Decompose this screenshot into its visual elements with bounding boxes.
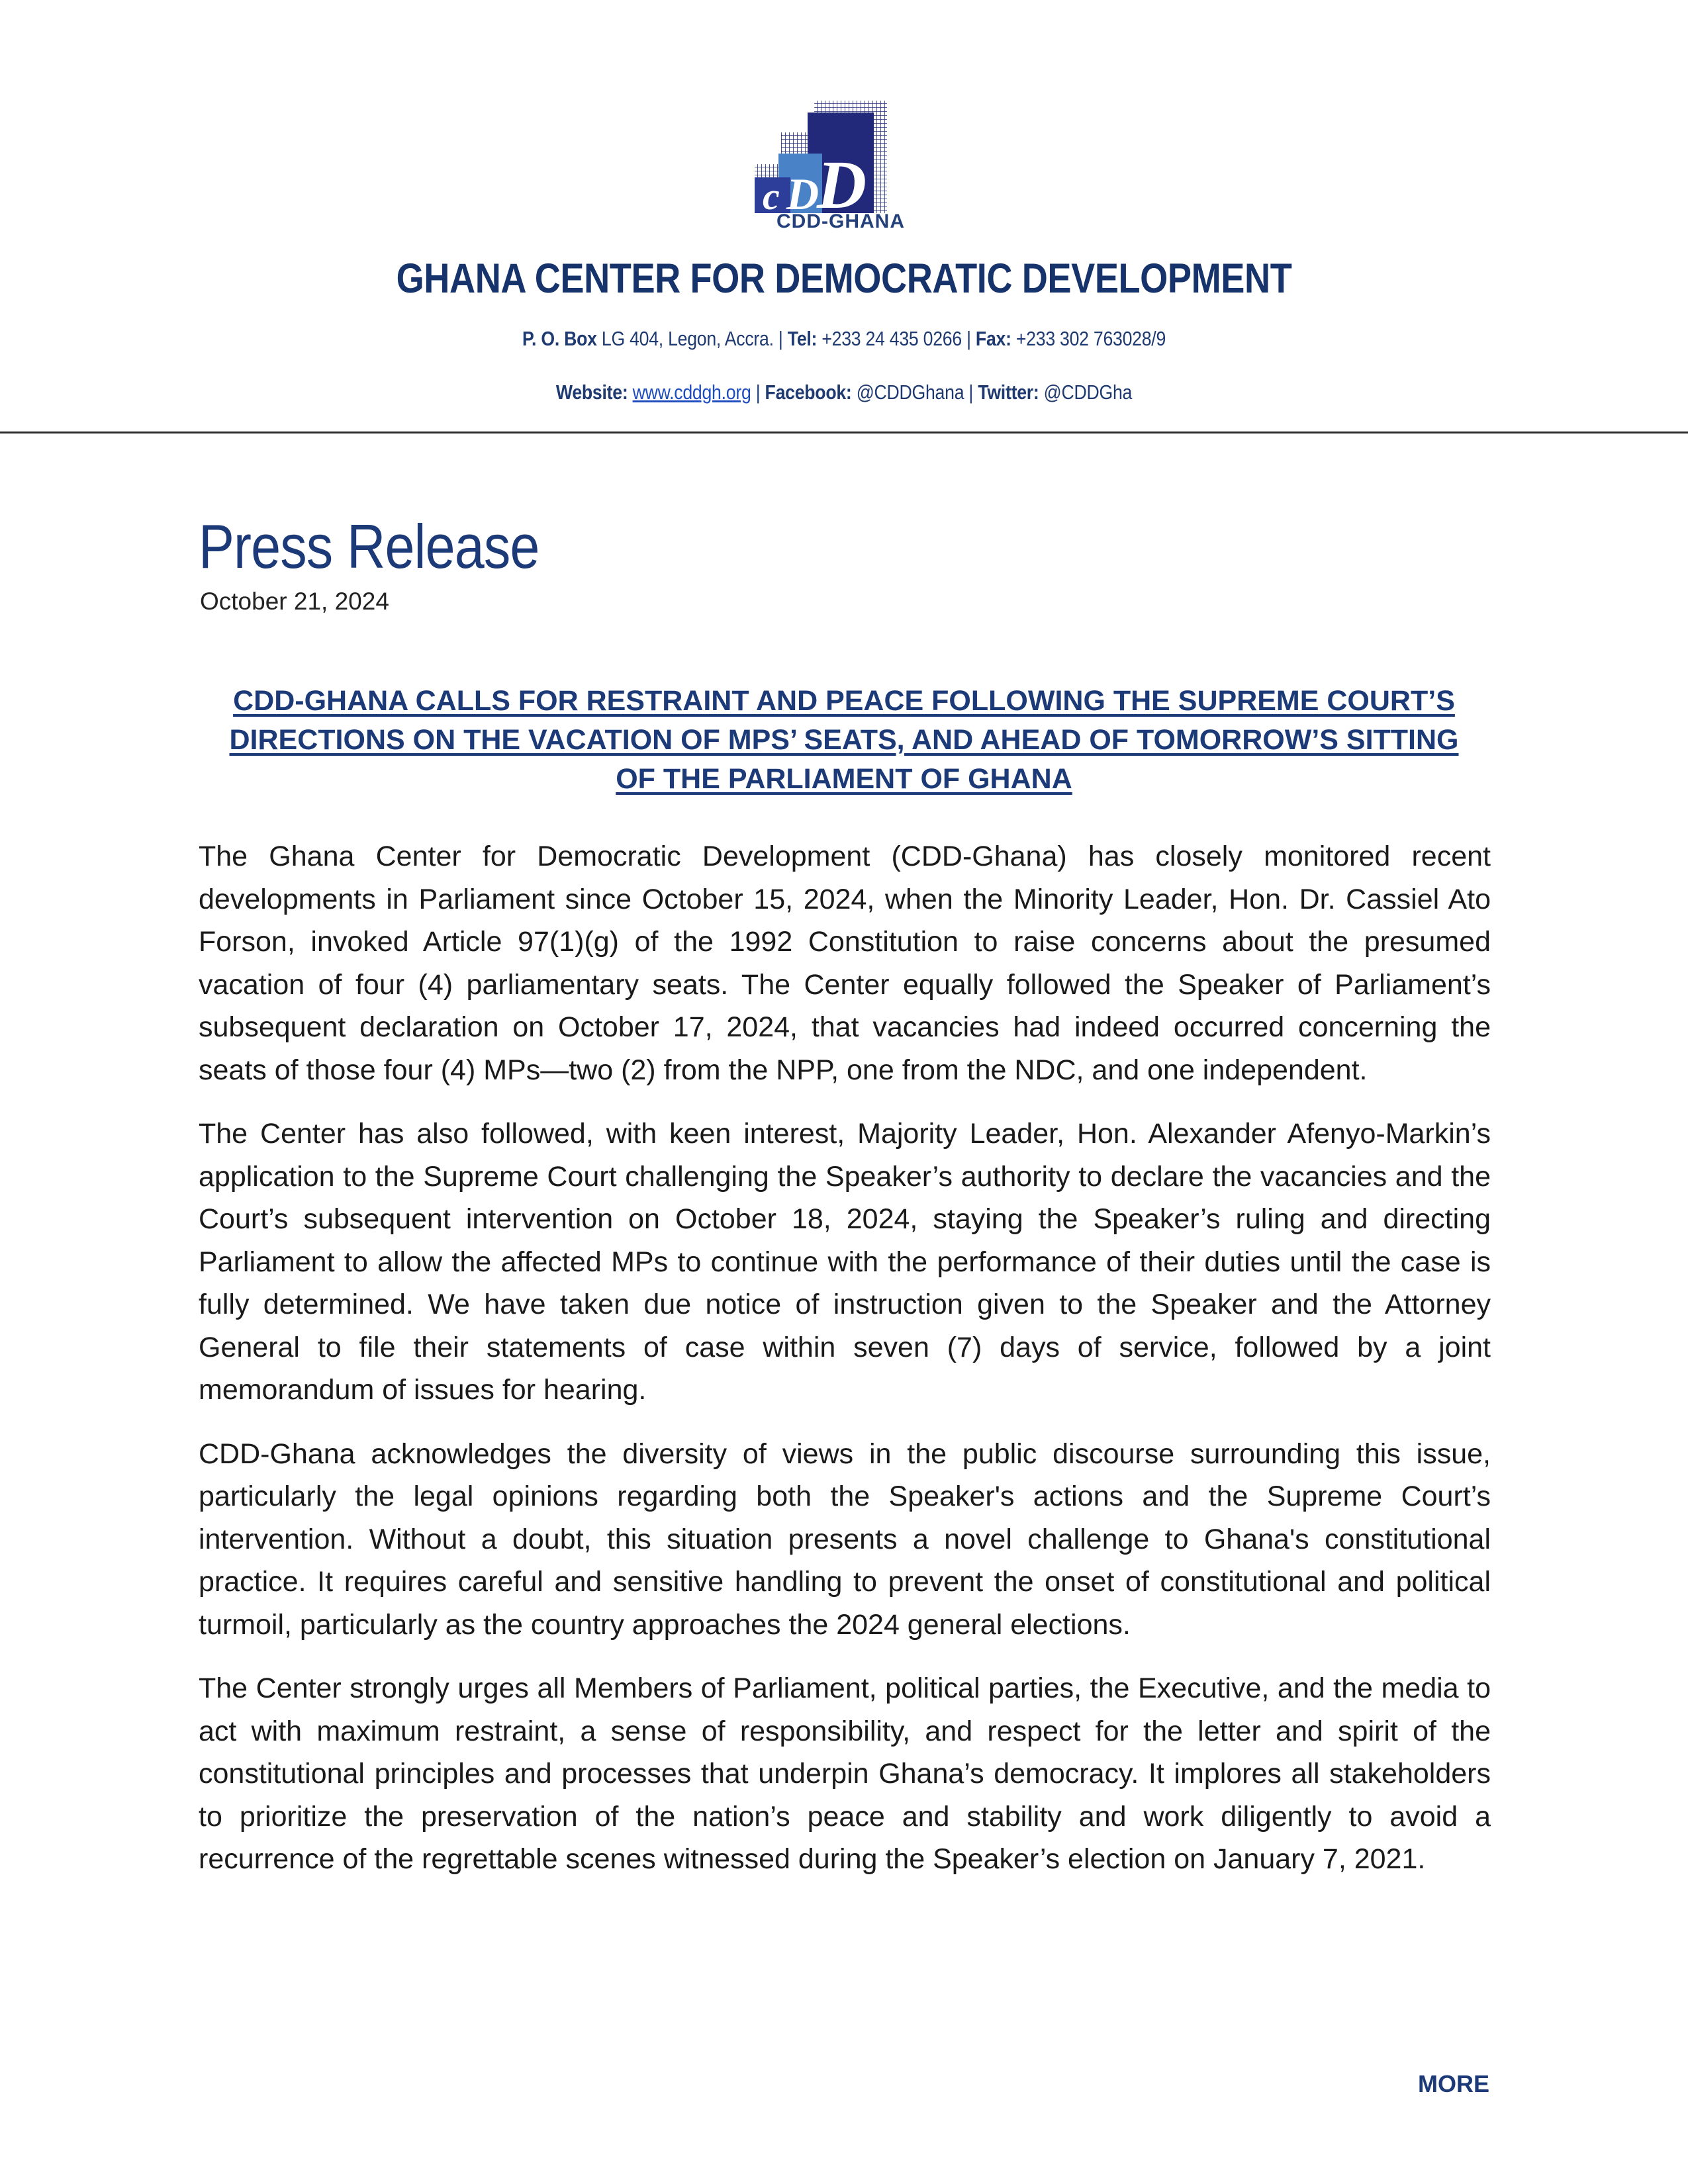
logo-letter-d1: D: [786, 169, 820, 218]
tel-label: Tel:: [787, 327, 818, 350]
tel-value: +233 24 435 0266: [821, 327, 962, 350]
separator: |: [966, 327, 971, 350]
twitter-label: Twitter:: [978, 381, 1039, 404]
separator: |: [778, 327, 783, 350]
body-paragraph: The Ghana Center for Democratic Development (CDD-Ghana) has closely monitored recent developments in Parliament since October 15, 2024, when the Minority Leader, Hon. Dr. Cassiel Ato Forson, invoked Article 97(1)(g) of the 1992 Constitution to raise concerns about the presumed vacation of four (4) parliamentary seats. The Center equally followed the Speaker of Parliament’s subsequent declaration on October 17, 2024, that vacancies had indeed occurred concerning the seats of those four (4) MPs—two (2) from the NPP, one from the NDC, and one independent.: [199, 841, 1491, 1086]
pobox-value: LG 404, Legon, Accra.: [601, 327, 774, 350]
release-body: [199, 835, 1491, 1902]
twitter-handle: @CDDGha: [1043, 381, 1133, 404]
logo-letter-c: c: [763, 175, 780, 218]
logo-letter-d2: D: [817, 147, 867, 218]
cdd-logo-graphic: [741, 99, 953, 218]
press-release-title: Press Release: [199, 512, 539, 581]
website-label: Website:: [555, 381, 628, 404]
separator: |: [755, 381, 761, 404]
body-paragraph: The Center strongly urges all Members of Parliament, political parties, the Executive, and the media to act with maximum restraint, a sense of responsibility, and respect for the letter and spirit of the constitutional principles and processes that underpin Ghana’s democracy. It implores all stakeholders to prioritize the preservation of the nation’s peace and stability and work diligently to avoid a recurrence of the regrettable scenes witnessed during the Speaker’s election on January 7, 2021.: [199, 1672, 1491, 1875]
headline-line: DIRECTIONS ON THE VACATION OF MPS’ SEATS, AND AHEAD OF TOMORROW’S SITTING: [229, 724, 1459, 756]
logo-caption: CDD-GHANA: [776, 210, 905, 232]
headline-line: CDD-GHANA CALLS FOR RESTRAINT AND PEACE FOLLOWING THE SUPREME COURT’S: [233, 685, 1455, 717]
headline-line: OF THE PARLIAMENT OF GHANA: [616, 763, 1072, 795]
fax-label: Fax:: [975, 327, 1011, 350]
organization-name: GHANA CENTER FOR DEMOCRATIC DEVELOPMENT: [396, 255, 1292, 302]
separator: |: [968, 381, 974, 404]
facebook-label: Facebook:: [765, 381, 852, 404]
facebook-handle: @CDDGhana: [856, 381, 964, 404]
contact-line-online: [118, 381, 1570, 404]
release-date: October 21, 2024: [200, 588, 389, 615]
website-link[interactable]: www.cddgh.org: [632, 381, 751, 404]
body-paragraph: CDD-Ghana acknowledges the diversity of views in the public discourse surrounding this issue, particularly the legal opinions regarding both the Speaker's actions and the Supreme Court’s intervention. Without a doubt, this situation presents a novel challenge to Ghana's constitutional practice. It requires careful and sensitive handling to prevent the onset of constitutional and political turmoil, particularly as the country approaches the 2024 general elections.: [199, 1437, 1491, 1641]
release-headline: [199, 682, 1489, 799]
body-paragraph: The Center has also followed, with keen interest, Majority Leader, Hon. Alexander Afenyo-Markin’s application to the Supreme Court challenging the Speaker’s authority to declare the vacancies and the Court’s subsequent intervention on October 18, 2024, staying the Speaker’s ruling and directing Parliament to allow the affected MPs to continue with the performance of their duties until the case is fully determined. We have taken due notice of instruction given to the Speaker and the Attorney General to file their statements of case within seven (7) days of service, followed by a joint memorandum of issues for hearing.: [199, 1118, 1491, 1406]
more-continuation-label: MORE: [1418, 2070, 1489, 2097]
fax-value: +233 302 763028/9: [1015, 327, 1166, 350]
pobox-label: P. O. Box: [522, 327, 597, 350]
header-divider: [0, 432, 1688, 433]
contact-line-address: [118, 327, 1570, 351]
